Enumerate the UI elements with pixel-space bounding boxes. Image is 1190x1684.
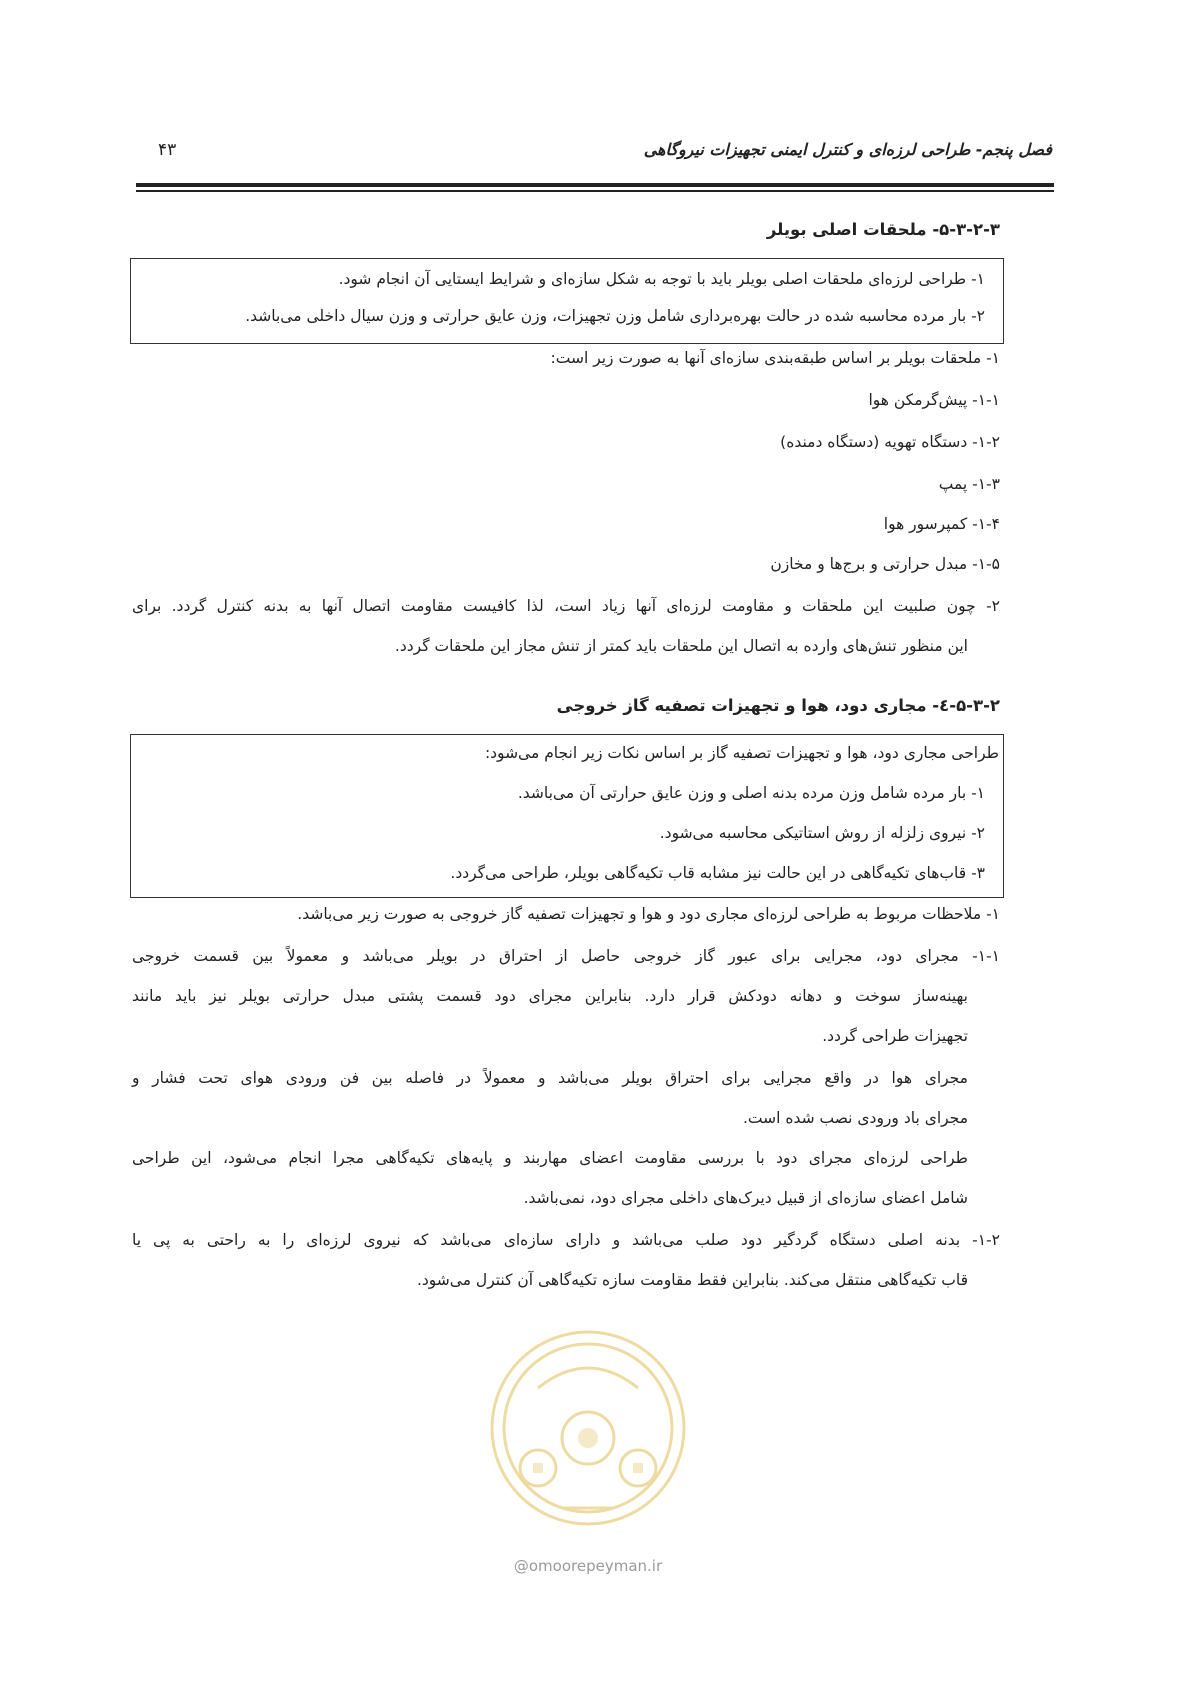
- header-rule-thin: [136, 190, 1054, 192]
- box-note-2: ۲- نیروی زلزله از روش استاتیکی محاسبه می‌شود.: [659, 824, 985, 842]
- section-heading-boiler-accessories: ۵-۳-۲-۳- ملحقات اصلی بویلر: [766, 220, 1000, 239]
- paragraph-rigidity-line2: این منظور تنش‌های وارده به اتصال این ملحقات باید کمتر از تنش مجاز این ملحقات گردد.: [394, 637, 968, 655]
- paragraph-dust-collector-line2: قاب تکیه‌گاهی منتقل می‌کند. بنابراین فقط مقاومت سازه تکیه‌گاهی آن کنترل می‌شود.: [416, 1271, 968, 1289]
- notes-box-boiler: [130, 258, 1004, 344]
- paragraph-air-duct-line1: مجرای هوا در واقع مجرایی برای احتراق بویلر می‌باشد و معمولاً در فاصله بین فن ورودی هوای تحت فشار و: [132, 1069, 968, 1087]
- list-intro-ducts: ۱- ملاحظات مربوط به طراحی لرزه‌ای مجاری دود و هوا و تجهیزات تصفیه گاز خروجی به صورت زیر می‌باشد.: [297, 905, 1000, 923]
- paragraph-flue-duct-line3: تجهیزات طراحی گردد.: [822, 1027, 968, 1045]
- paragraph-flue-duct-line2: بهینه‌ساز سوخت و دهانه دودکش قرار دارد. بنابراین مجرای دود قسمت پشتی مبدل حرارتی بویلر نیز باید مانند: [132, 987, 968, 1005]
- header-rule-thick: [136, 183, 1054, 187]
- watermark-logo: [478, 1318, 698, 1538]
- page-number: ۴۳: [158, 140, 177, 160]
- paragraph-seismic-design-line2: شامل اعضای سازه‌ای از قبیل دیرک‌های داخلی مجرای دود، نمی‌باشد.: [523, 1189, 968, 1207]
- list-item: ۱-۲- دستگاه تهویه (دستگاه دمنده): [780, 433, 1000, 451]
- box-note-1: ۱- بار مرده شامل وزن مرده بدنه اصلی و وزن عایق حرارتی آن می‌باشد.: [517, 784, 985, 802]
- notes-box-ducts: [130, 734, 1004, 898]
- section-heading-ducts: ۵-۳-۲-٤- مجاری دود، هوا و تجهیزات تصفیه گاز خروجی: [556, 696, 1000, 715]
- chapter-title: فصل پنجم- طراحی لرزه‌ای و کنترل ایمنی تجهیزات نیروگاهی: [643, 140, 1052, 159]
- box-note-intro: طراحی مجاری دود، هوا و تجهیزات تصفیه گاز بر اساس نکات زیر انجام می‌شود:: [484, 744, 999, 762]
- list-item: ۱-۱- پیش‌گرمکن هوا: [868, 391, 1000, 409]
- list-item: ۱-۴- کمپرسور هوا: [883, 515, 1000, 533]
- watermark-url: @omoorepeyman.ir: [513, 1557, 663, 1575]
- list-item: ۱-۳- پمپ: [938, 475, 1000, 493]
- page-header: [138, 140, 1052, 164]
- paragraph-seismic-design-line1: طراحی لرزه‌ای مجرای دود با بررسی مقاومت اعضای مهاربند و پایه‌های تکیه‌گاهی مجرا انجام می‌شود، این طراحی: [132, 1149, 968, 1167]
- list-item: ۱-۵- مبدل حرارتی و برج‌ها و مخازن: [770, 555, 1000, 573]
- box-note-1: ۱- طراحی لرزه‌ای ملحقات اصلی بویلر باید با توجه به شکل سازه‌ای و شرایط ایستایی آن انجام شود.: [338, 270, 985, 288]
- box-note-2: ۲- بار مرده محاسبه شده در حالت بهره‌برداری شامل وزن تجهیزات، وزن عایق حرارتی و وزن سیال داخلی می‌باشد.: [245, 307, 985, 325]
- paragraph-air-duct-line2: مجرای باد ورودی نصب شده است.: [742, 1109, 968, 1127]
- list-intro-boiler: ۱- ملحقات بویلر بر اساس طبقه‌بندی سازه‌ای آنها به صورت زیر است:: [550, 349, 1000, 367]
- paragraph-dust-collector-line1: ۱-۲- بدنه اصلی دستگاه گردگیر دود صلب می‌باشد و دارای سازه‌ای می‌باشد که نیروی لرزه‌ای را به راحتی به پی یا: [132, 1231, 1000, 1249]
- box-note-3: ۳- قاب‌های تکیه‌گاهی در این حالت نیز مشابه قاب تکیه‌گاهی بویلر، طراحی می‌گردد.: [450, 864, 985, 882]
- paragraph-flue-duct-line1: ۱-۱- مجرای دود، مجرایی برای عبور گاز خروجی حاصل از احتراق در بویلر می‌باشد و معمولاً بین قسمت خروجی: [132, 947, 1000, 965]
- paragraph-rigidity-line1: ۲- چون صلبیت این ملحقات و مقاومت لرزه‌ای آنها زیاد است، لذا کافیست مقاومت اتصال آنها به بدنه کنترل گردد. برای: [132, 597, 1000, 615]
